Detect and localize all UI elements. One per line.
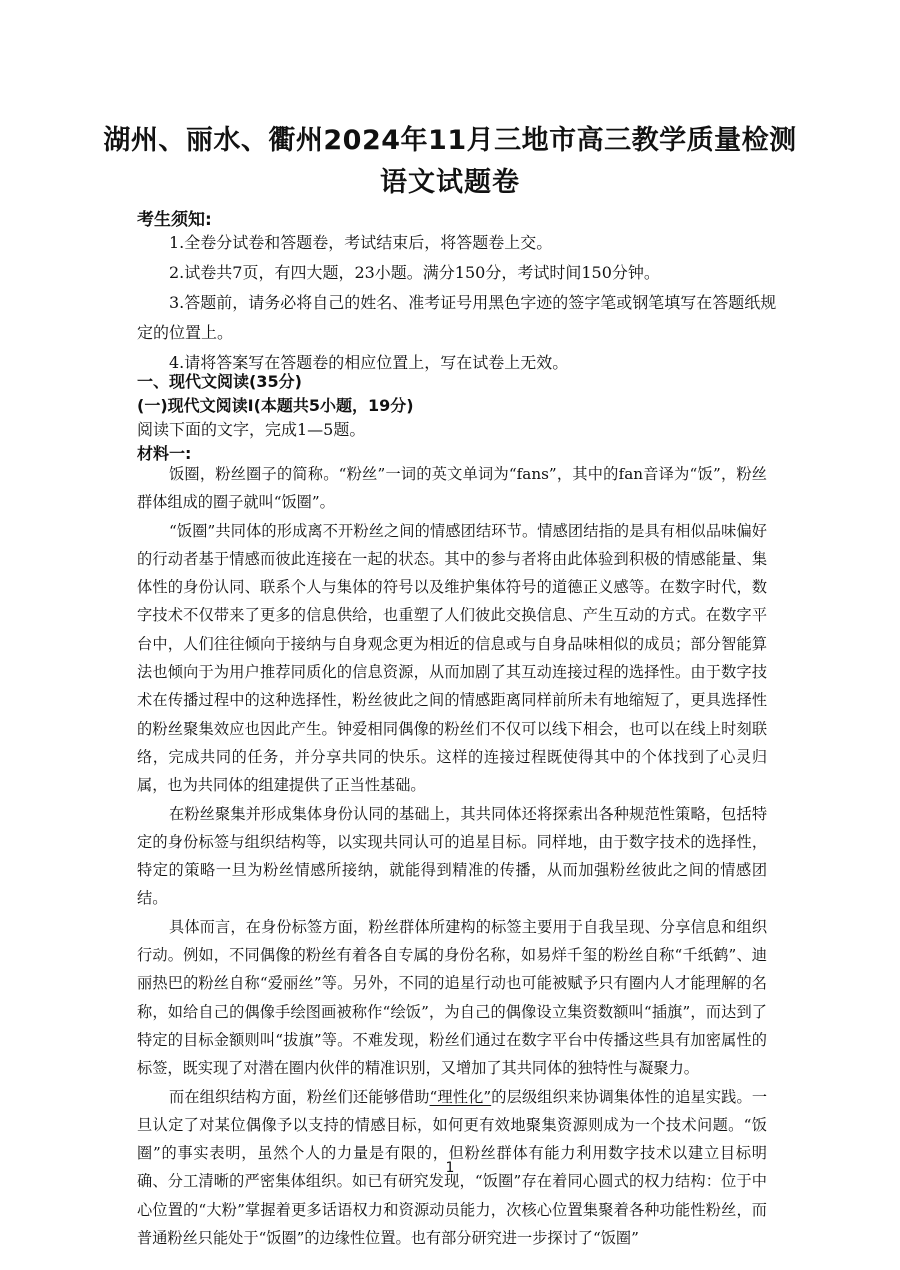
- paragraph: 饭圈，粉丝圈子的简称。“粉丝”一词的英文单词为“fans”，其中的fan音译为“饭”，粉丝群体组成的圈子就叫“饭圈”。: [137, 465, 767, 512]
- page-number: 1: [445, 1160, 455, 1176]
- notice-item: 2.试卷共7页，有四大题，23小题。满分150分，考试时间150分钟。: [169, 263, 660, 282]
- notice-heading: 考生须知:: [137, 210, 212, 230]
- notice-list: [137, 228, 777, 378]
- section-header: [137, 370, 777, 466]
- paragraph-text: 的层级组织来协调集体性的追星实践。一旦认定了对某位偶像予以支持的情感目标，如何更有效地聚集资源则成为一个技术问题。“饭圈”的事实表明，虽然个人的力量是有限的，但粉丝群体有能力利用数字技术以建立目标明确、分工清晰的严密集体组织。如已有研究发现，“饭圈”存在着同心圆式的权力结构：位于中心位置的“大粉”掌握着更多话语权力和资源动员能力，次核心位置集聚着各种功能性粉丝，而普通粉丝只能处于“饭圈”的边缘性位置。也有部分研究进一步探讨了“饭圈”: [137, 1087, 768, 1248]
- exam-subtitle: 语文试题卷: [380, 167, 520, 198]
- notice-item: 4.请将答案写在答题卷的相应位置上，写在试卷上无效。: [169, 353, 569, 372]
- paragraph: 在粉丝聚集并形成集体身份认同的基础上，其共同体还将探索出各种规范性策略，包括特定的身份标签与组织结构等，以实现共同认可的追星目标。同样地，由于数字技术的选择性，特定的策略一旦为粉丝情感所接纳，就能得到精准的传播，从而加强粉丝彼此之间的情感团结。: [137, 804, 767, 908]
- material-text: [137, 460, 767, 1252]
- notice-item: 1.全卷分试卷和答题卷，考试结束后，将答题卷上交。: [169, 233, 553, 252]
- subsection-title: (一)现代文阅读Ⅰ(本题共5小题，19分): [137, 396, 414, 415]
- material-label: 材料一:: [137, 444, 192, 463]
- underlined-term: “理性化”: [429, 1087, 492, 1106]
- paragraph: 具体而言，在身份标签方面，粉丝群体所建构的标签主要用于自我呈现、分享信息和组织行动。例如，不同偶像的粉丝有着各自专属的身份名称，如易烊千玺的粉丝自称“千纸鹤”、迪丽热巴的粉丝自称“爱丽丝”等。另外，不同的追星行动也可能被赋予只有圈内人才能理解的名称，如给自己的偶像手绘图画被称作“绘饭”，为自己的偶像设立集资数额叫“插旗”，而达到了特定的目标金额则叫“拔旗”等。不难发现，粉丝们通过在数字平台中传播这些具有加密属性的标签，既实现了对潜在圈内伙伴的精准识别，又增加了其共同体的独特性与凝聚力。: [137, 917, 767, 1078]
- exam-title: 湖州、丽水、衢州2024年11月三地市高三教学质量检测: [103, 125, 797, 156]
- notice-item: 3.答题前，请务必将自己的姓名、准考证号用黑色字迹的签字笔或钢笔填写在答题纸规定的位置上。: [137, 293, 777, 342]
- section-title: 一、现代文阅读(35分): [137, 372, 302, 391]
- paragraph: “饭圈”共同体的形成离不开粉丝之间的情感团结环节。情感团结指的是具有相似品味偏好的行动者基于情感而彼此连接在一起的状态。其中的参与者将由此体验到积极的情感能量、集体性的身份认同、联系个人与集体的符号以及维护集体符号的道德正义感等。在数字时代，数字技术不仅带来了更多的信息供给，也重塑了人们彼此交换信息、产生互动的方式。在数字平台中，人们往往倾向于接纳与自身观念更为相近的信息或与自身品味相似的成员；部分智能算法也倾向于为用户推荐同质化的信息资源，从而加剧了其互动连接过程的选择性。由于数字技术在传播过程中的这种选择性，粉丝彼此之间的情感距离同样前所未有地缩短了，更具选择性的粉丝聚集效应也因此产生。钟爱相同偶像的粉丝们不仅可以线下相会，也可以在线上时刻联络，完成共同的任务，并分享共同的快乐。这样的连接过程既使得其中的个体找到了心灵归属，也为共同体的组建提供了正当性基础。: [137, 521, 767, 795]
- reading-instruction: 阅读下面的文字，完成1—5题。: [137, 420, 366, 439]
- paragraph-text: 而在组织结构方面，粉丝们还能够借助: [169, 1087, 430, 1106]
